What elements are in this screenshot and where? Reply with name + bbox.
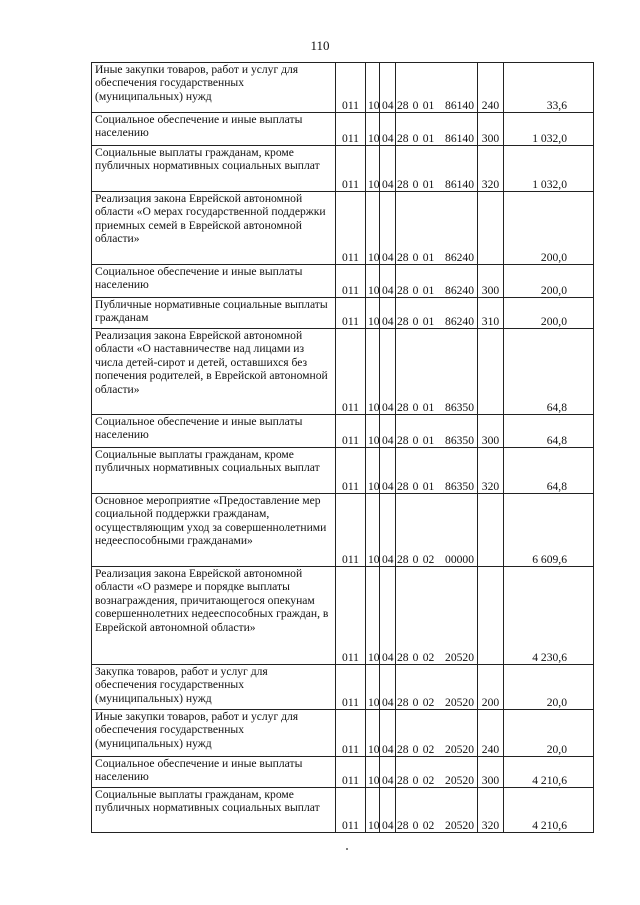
subsection-code-cell: 04 [380,298,396,329]
section-code-cell: 10 [366,298,380,329]
section-code-cell: 10 [366,665,380,710]
target-article-part: 0 [412,131,419,145]
target-article-cell [396,788,478,833]
amount-cell: 1 032,0 [504,146,594,192]
table-row [92,63,594,113]
target-article-part: 01 [422,479,435,493]
target-article-part: 0 [412,479,419,493]
row-name-cell: Публичные нормативные социальные выплаты гражданам [92,298,336,329]
subsection-code-cell: 04 [380,567,396,665]
target-article-part: 86240 [445,314,474,328]
target-article-part: 28 [397,479,409,493]
section-code-cell: 10 [366,494,380,567]
subsection-code-cell: 04 [380,265,396,298]
ministry-code-cell: 011 [336,113,366,146]
target-article-part: 28 [397,818,409,832]
subsection-code-cell: 04 [380,146,396,192]
amount-cell: 64,8 [504,448,594,494]
amount-cell: 64,8 [504,329,594,415]
table-row [92,192,594,265]
ministry-code-cell: 011 [336,757,366,788]
row-name-cell: Социальное обеспечение и иные выплаты населению [92,415,336,448]
table-row [92,757,594,788]
section-code-cell: 10 [366,710,380,757]
amount-cell: 4 210,6 [504,788,594,833]
target-article-cell [396,757,478,788]
target-article-part: 0 [412,400,419,414]
ministry-code-cell: 011 [336,665,366,710]
amount-cell: 200,0 [504,298,594,329]
amount-cell: 4 210,6 [504,757,594,788]
target-article-part: 28 [397,283,409,297]
budget-table-body [92,63,594,833]
ministry-code-cell: 011 [336,298,366,329]
expense-type-cell [478,567,504,665]
target-article-part: 28 [397,650,409,664]
target-article-part: 02 [422,695,435,709]
target-article-part: 0 [412,283,419,297]
target-article-part: 0 [412,773,419,787]
target-article-cell [396,146,478,192]
target-article-part: 86140 [445,131,474,145]
target-article-part: 20520 [445,773,474,787]
page-number: 110 [310,38,330,53]
amount-cell: 4 230,6 [504,567,594,665]
table-row [92,710,594,757]
target-article-part: 86350 [445,433,474,447]
target-article-part: 02 [422,552,435,566]
expense-type-cell [478,192,504,265]
subsection-code-cell: 04 [380,415,396,448]
target-article-part: 28 [397,433,409,447]
table-row [92,146,594,192]
section-code-cell: 10 [366,146,380,192]
target-article-part: 0 [412,650,419,664]
target-article-part: 01 [422,400,435,414]
target-article-part: 20520 [445,818,474,832]
row-name-cell: Реализация закона Еврейской автономной области «О мерах государственной поддержки приемных семей в Еврейской автономной области» [92,192,336,265]
table-row [92,265,594,298]
target-article-part: 0 [412,250,419,264]
subsection-code-cell: 04 [380,665,396,710]
target-article-part: 28 [397,131,409,145]
subsection-code-cell: 04 [380,63,396,113]
ministry-code-cell: 011 [336,710,366,757]
target-article-part: 28 [397,177,409,191]
target-article-part: 01 [422,250,435,264]
target-article-part: 01 [422,283,435,297]
target-article-part: 01 [422,433,435,447]
section-code-cell: 10 [366,757,380,788]
row-name-cell: Реализация закона Еврейской автономной области «О размере и порядке выплаты вознаграждения, причитающегося опекунам совершеннолетних недееспособных граждан, в Еврейской автономной области» [92,567,336,665]
ministry-code-cell: 011 [336,788,366,833]
target-article-part: 28 [397,742,409,756]
subsection-code-cell: 04 [380,192,396,265]
target-article-part: 28 [397,773,409,787]
subsection-code-cell: 04 [380,757,396,788]
target-article-part: 0 [412,98,419,112]
amount-cell: 1 032,0 [504,113,594,146]
target-article-cell [396,710,478,757]
budget-table [91,62,594,833]
target-article-cell [396,192,478,265]
row-name-cell: Основное мероприятие «Предоставление мер социальной поддержки гражданам, осуществляющим уход за совершеннолетними недееспособными гражданами» [92,494,336,567]
amount-cell: 200,0 [504,192,594,265]
section-code-cell: 10 [366,567,380,665]
target-article-cell [396,448,478,494]
expense-type-cell: 320 [478,146,504,192]
ministry-code-cell: 011 [336,329,366,415]
target-article-part: 0 [412,552,419,566]
expense-type-cell: 300 [478,113,504,146]
amount-cell: 33,6 [504,63,594,113]
target-article-part: 28 [397,400,409,414]
row-name-cell: Иные закупки товаров, работ и услуг для обеспечения государственных (муниципальных) нужд [92,63,336,113]
subsection-code-cell: 04 [380,448,396,494]
target-article-part: 86140 [445,98,474,112]
target-article-part: 20520 [445,695,474,709]
target-article-part: 00000 [445,552,474,566]
target-article-part: 28 [397,250,409,264]
ministry-code-cell: 011 [336,63,366,113]
target-article-cell [396,415,478,448]
table-row [92,494,594,567]
section-code-cell: 10 [366,415,380,448]
expense-type-cell: 240 [478,710,504,757]
target-article-part: 20520 [445,650,474,664]
section-code-cell: 10 [366,265,380,298]
subsection-code-cell: 04 [380,113,396,146]
target-article-cell [396,63,478,113]
target-article-part: 02 [422,742,435,756]
expense-type-cell: 320 [478,448,504,494]
target-article-part: 02 [422,773,435,787]
expense-type-cell: 310 [478,298,504,329]
expense-type-cell [478,494,504,567]
target-article-part: 20520 [445,742,474,756]
target-article-cell [396,567,478,665]
ministry-code-cell: 011 [336,494,366,567]
target-article-part: 0 [412,433,419,447]
subsection-code-cell: 04 [380,788,396,833]
target-article-part: 28 [397,98,409,112]
subsection-code-cell: 04 [380,710,396,757]
table-row [92,298,594,329]
amount-cell: 20,0 [504,710,594,757]
target-article-cell [396,265,478,298]
expense-type-cell [478,329,504,415]
row-name-cell: Социальное обеспечение и иные выплаты населению [92,265,336,298]
section-code-cell: 10 [366,788,380,833]
section-code-cell: 10 [366,329,380,415]
subsection-code-cell: 04 [380,329,396,415]
target-article-cell [396,494,478,567]
target-article-part: 86350 [445,400,474,414]
table-row [92,665,594,710]
target-article-part: 28 [397,314,409,328]
table-row [92,448,594,494]
section-code-cell: 10 [366,192,380,265]
row-name-cell: Иные закупки товаров, работ и услуг для обеспечения государственных (муниципальных) нужд [92,710,336,757]
row-name-cell: Социальные выплаты гражданам, кроме публичных нормативных социальных выплат [92,448,336,494]
target-article-part: 28 [397,552,409,566]
ministry-code-cell: 011 [336,448,366,494]
subsection-code-cell: 04 [380,494,396,567]
row-name-cell: Социальные выплаты гражданам, кроме публичных нормативных социальных выплат [92,146,336,192]
row-name-cell: Социальные выплаты гражданам, кроме публичных нормативных социальных выплат [92,788,336,833]
table-row [92,415,594,448]
ministry-code-cell: 011 [336,567,366,665]
target-article-part: 02 [422,650,435,664]
target-article-cell [396,329,478,415]
section-code-cell: 10 [366,63,380,113]
target-article-part: 0 [412,742,419,756]
table-row [92,567,594,665]
table-row [92,113,594,146]
target-article-part: 86140 [445,177,474,191]
table-row [92,788,594,833]
table-row [92,329,594,415]
target-article-cell [396,298,478,329]
row-name-cell: Реализация закона Еврейской автономной области «О наставничестве над лицами из числа детей-сирот и детей, оставшихся без попечения родителей, в Еврейской автономной области» [92,329,336,415]
target-article-part: 86350 [445,479,474,493]
target-article-part: 0 [412,818,419,832]
target-article-part: 01 [422,131,435,145]
amount-cell: 64,8 [504,415,594,448]
expense-type-cell: 300 [478,415,504,448]
target-article-part: 0 [412,314,419,328]
target-article-part: 86240 [445,250,474,264]
expense-type-cell: 200 [478,665,504,710]
amount-cell: 6 609,6 [504,494,594,567]
target-article-part: 01 [422,177,435,191]
amount-cell: 200,0 [504,265,594,298]
expense-type-cell: 320 [478,788,504,833]
target-article-part: 01 [422,98,435,112]
expense-type-cell: 300 [478,757,504,788]
expense-type-cell: 240 [478,63,504,113]
row-name-cell: Социальное обеспечение и иные выплаты населению [92,113,336,146]
target-article-part: 86240 [445,283,474,297]
target-article-part: 0 [412,695,419,709]
ministry-code-cell: 011 [336,192,366,265]
target-article-part: 0 [412,177,419,191]
row-name-cell: Закупка товаров, работ и услуг для обеспечения государственных (муниципальных) нужд [92,665,336,710]
target-article-part: 28 [397,695,409,709]
target-article-cell [396,665,478,710]
section-code-cell: 10 [366,113,380,146]
ministry-code-cell: 011 [336,146,366,192]
target-article-cell [396,113,478,146]
ministry-code-cell: 011 [336,415,366,448]
ministry-code-cell: 011 [336,265,366,298]
row-name-cell: Социальное обеспечение и иные выплаты населению [92,757,336,788]
target-article-part: 02 [422,818,435,832]
expense-type-cell: 300 [478,265,504,298]
scan-speck [346,848,348,850]
amount-cell: 20,0 [504,665,594,710]
target-article-part: 01 [422,314,435,328]
section-code-cell: 10 [366,448,380,494]
